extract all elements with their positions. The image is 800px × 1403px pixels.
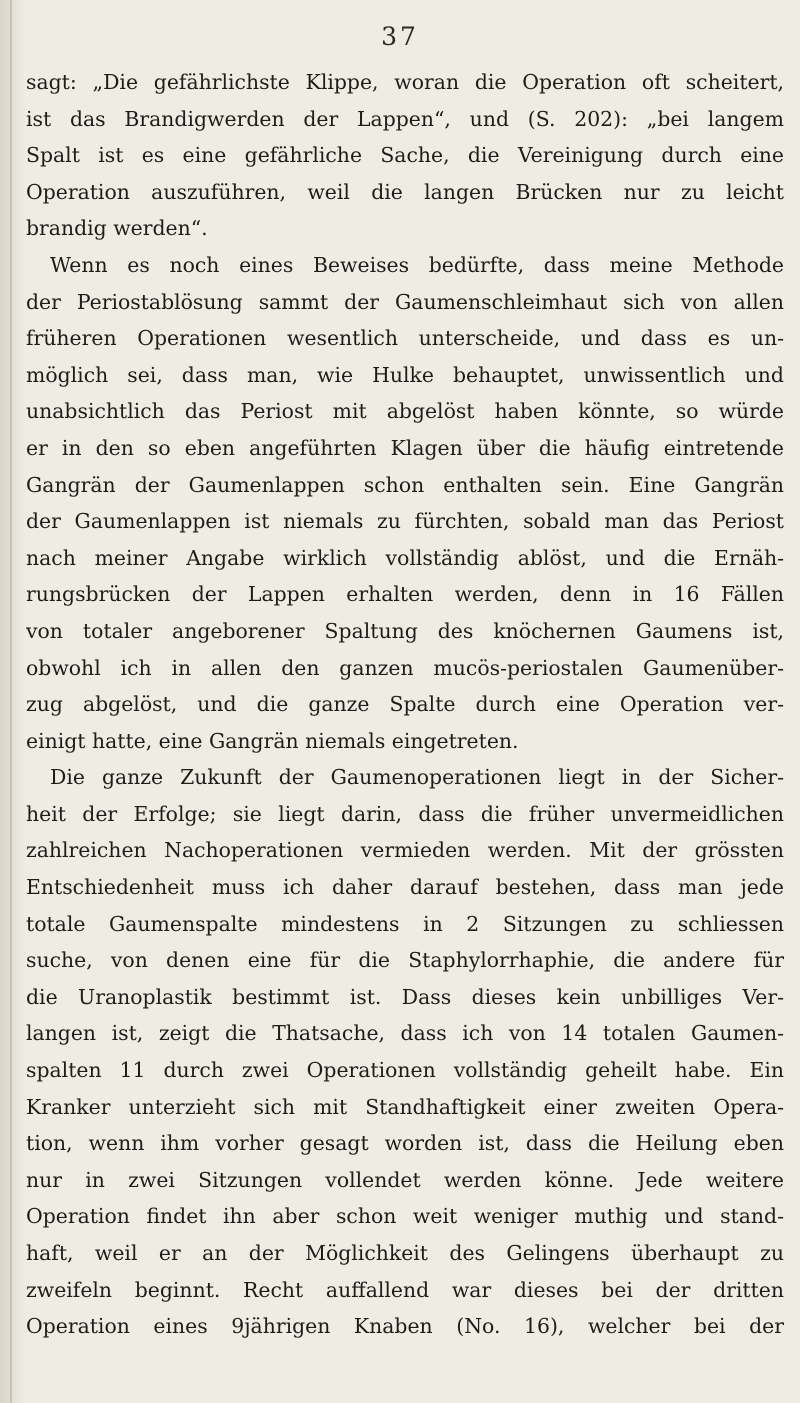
text-line: nach meiner Angabe wirklich vollständig ablöst, und die Ernäh-	[26, 545, 784, 570]
text-line: Wenn es noch eines Beweises bedürfte, dass meine Methode	[50, 252, 784, 277]
text-line: zug abgelöst, und die ganze Spalte durch eine Operation ver-	[26, 692, 784, 717]
text-line: obwohl ich in allen den ganzen mucös-periostalen Gaumenüber-	[26, 655, 784, 680]
text-line: Spalt ist es eine gefährliche Sache, die Vereinigung durch eine	[26, 143, 784, 168]
body-text	[26, 64, 784, 1345]
text-line: tion, wenn ihm vorher gesagt worden ist, dass die Heilung eben	[26, 1131, 784, 1156]
binding-edge	[10, 0, 12, 1403]
page-number: 37	[381, 22, 419, 51]
text-line: Entschiedenheit muss ich daher darauf bestehen, dass man jede	[26, 875, 784, 900]
text-line: früheren Operationen wesentlich unterscheide, und dass es un-	[26, 326, 784, 351]
text-line: heit der Erfolge; sie liegt darin, dass die früher unvermeidlichen	[26, 801, 784, 826]
text-line: langen ist, zeigt die Thatsache, dass ich von 14 totalen Gaumen-	[26, 1021, 784, 1046]
text-line: zahlreichen Nachoperationen vermieden werden. Mit der grössten	[26, 838, 784, 863]
text-line: Gangrän der Gaumenlappen schon enthalten sein. Eine Gangrän	[26, 472, 784, 497]
text-line: ist das Brandigwerden der Lappen“, und (S. 202): „bei langem	[26, 106, 784, 131]
text-line: der Periostablösung sammt der Gaumenschleimhaut sich von allen	[26, 289, 784, 314]
text-line: Die ganze Zukunft der Gaumenoperationen liegt in der Sicher-	[50, 765, 784, 790]
text-line: Kranker unterzieht sich mit Standhaftigkeit einer zweiten Opera-	[26, 1094, 784, 1119]
text-line: Operation auszuführen, weil die langen Brücken nur zu leicht	[26, 179, 784, 204]
page-gutter-shadow	[0, 0, 26, 1403]
text-line: haft, weil er an der Möglichkeit des Gelingens überhaupt zu	[26, 1241, 784, 1265]
text-line: einigt hatte, eine Gangrän niemals eingetreten.	[26, 728, 519, 753]
text-line: suche, von denen eine für die Staphylorrhaphie, die andere für	[26, 948, 784, 973]
text-line: die Uranoplastik bestimmt ist. Dass dieses kein unbilliges Ver-	[26, 984, 784, 1009]
text-line: unabsichtlich das Periost mit abgelöst haben könnte, so würde	[26, 399, 784, 424]
text-line: er in den so eben angeführten Klagen über die häufig eintretende	[26, 435, 784, 460]
text-line: Operation findet ihn aber schon weit weniger muthig und stand-	[26, 1204, 784, 1229]
text-line: rungsbrücken der Lappen erhalten werden, denn in 16 Fällen	[26, 582, 784, 607]
text-line: der Gaumenlappen ist niemals zu fürchten, sobald man das Periost	[26, 509, 784, 534]
text-line: totale Gaumenspalte mindestens in 2 Sitzungen zu schliessen	[26, 911, 784, 936]
text-line: möglich sei, dass man, wie Hulke behauptet, unwissentlich und	[26, 362, 784, 387]
text-line: spalten 11 durch zwei Operationen vollständig geheilt habe. Ein	[26, 1058, 784, 1083]
text-line: brandig werden“.	[26, 216, 208, 241]
text-line: zweifeln beginnt. Recht auffallend war dieses bei der dritten	[26, 1277, 784, 1302]
text-line: Operation eines 9jährigen Knaben (No. 16), welcher bei der	[26, 1314, 784, 1339]
text-line: nur in zwei Sitzungen vollendet werden könne. Jede weitere	[26, 1167, 784, 1192]
text-line: von totaler angeborener Spaltung des knöchernen Gaumens ist,	[26, 618, 784, 643]
text-line: sagt: „Die gefährlichste Klippe, woran die Operation oft scheitert,	[26, 70, 784, 94]
